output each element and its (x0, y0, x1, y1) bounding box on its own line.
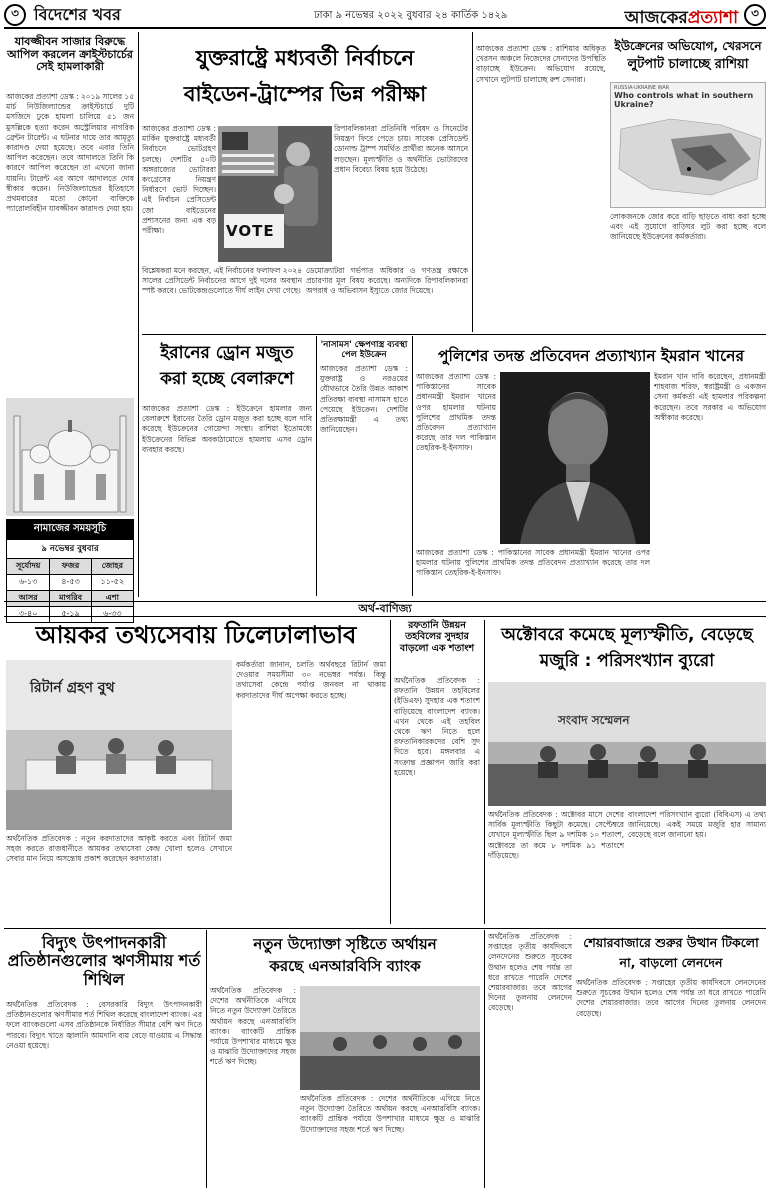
headline-tax: আয়কর তথ্যসেবায় ঢিলেঢালাভাব (35, 621, 357, 649)
story-power-loan: অর্থনৈতিক প্রতিবেদক : বেসরকারি বিদ্যুৎ উৎপাদনকারী প্রতিষ্ঠানগুলোর ঋণসীমার শর্ত শিথিল করেছে বাংলাদেশ ব্যাংক। এর ফলে ব্যাংকগুলো এসব প্রতিষ্ঠানকে নির্ধারিত সীমার বেশি ঋণ দিতে পারবে। বিদ্যুৎ খাতে জ্বালানি আমদানি ব্যয় বেড়ে যাওয়ায় এ সিদ্ধান্ত নেওয়া হয়েছে। (6, 1000, 202, 1050)
headline-nrbc-1: নতুন উদ্যোক্তা সৃষ্টিতে অর্থায়ন (253, 935, 437, 953)
imran-photo (500, 372, 650, 544)
story-imran-2: ইমরান খান দাবি করেছেন, প্রধানমন্ত্রী শাহবাজ শরিফ, স্বরাষ্ট্রমন্ত্রী ও একজন সেনা কর্মকর্তা এই হামলার পরিকল্পনা করেছেন। তবে সরকার এ অভিযোগ অস্বীকার করেছে। (654, 372, 766, 422)
map-subtitle: RUSSIA-UKRAINE WAR (614, 85, 670, 91)
story-midterm-3: বিশ্লেষকরা মনে করছেন, এই নির্বাচনের ফলাফল ২০২৪ সালের প্রেসিডেন্ট নির্বাচনের আগে দুই দলের অবস্থান স্পষ্ট করবে। ভোটকেন্দ্রগুলোতে দীর্ঘ লাইন দেখা গেছে। (142, 266, 302, 296)
vote-photo (218, 126, 332, 262)
prayer-label: জোহর (91, 559, 133, 575)
vote-sign: VOTE (226, 222, 275, 240)
tax-photo (6, 660, 232, 830)
booth-sign: রিটার্ন গ্রহণ বুথ (30, 680, 115, 696)
headline-nrbc-2: করছে এনআরবিসি ব্যাংক (269, 957, 421, 975)
story-midterm-4: ডেমোক্র্যাটরা গর্ভপাত অধিকার ও গণতন্ত্র রক্ষাকে প্রচারণার মূল বিষয় করেছে। অন্যদিকে রিপাবলিকানরা অপরাধ ও অভিবাসন ইস্যুতে জোর দিয়েছে। (306, 266, 468, 296)
mosque-photo (6, 398, 134, 516)
masthead-prefix: আজকের (624, 8, 688, 28)
prayer-time: ৬-৩৩ (91, 607, 133, 623)
headline-inflation-1: অক্টোবরে কমেছে মূল্যস্ফীতি, বেড়েছে (501, 625, 753, 645)
prayer-time: ১১-৫২ (91, 575, 133, 591)
prayer-time: ৪-৫৩ (50, 575, 91, 591)
prayer-time: ৩-৪০ (7, 607, 50, 623)
headline-power-loan: বিদ্যুৎ উৎপাদনকারী প্রতিষ্ঠানগুলোর ঋণসীমায় শর্ত শিথিল (7, 933, 201, 989)
story-tax-1: অর্থনৈতিক প্রতিবেদক : নতুন করদাতাদের আকৃষ্ট করতে এবং রিটার্ন জমা সহজ করতে রাজধানীতে আয়কর তথ্যসেবা কেন্দ্র খোলা হলেও সেখানে সেবার মান নিয়ে অসন্তোষ প্রকাশ করেছেন করদাতারা। (6, 834, 232, 864)
story-nrbc-1: অর্থনৈতিক প্রতিবেদক : দেশের অর্থনীতিকে এগিয়ে নিতে নতুন উদ্যোক্তা তৈরিতে অর্থায়ন করছে এনআরবিসি ব্যাংক। ব্যাংকটি প্রান্তিক পর্যায়ে উপশাখার মাধ্যমে ক্ষুদ্র ও মাঝারি উদ্যোক্তাদের সহজ শর্তে ঋণ দিচ্ছে। (210, 986, 296, 1067)
headline-midterm-2: বাইডেন-ট্রাম্পের ভিন্ন পরীক্ষা (183, 82, 427, 106)
masthead-accent: প্রত্যাশা (687, 8, 738, 28)
story-nasams: আজকের প্রত্যাশা ডেস্ক : যুক্তরাষ্ট্র ও নরওয়ের যৌথভাবে তৈরি উন্নত আকাশ প্রতিরক্ষা ব্যবস্থা নাসামস হাতে পেয়েছে ইউক্রেন। দেশটির প্রতিরক্ষামন্ত্রী এ তথ্য জানিয়েছেন। (320, 364, 408, 435)
column-rule (206, 930, 207, 1188)
headline-stock-1: শেয়ারবাজারে শুরুর উত্থান টিকলো (583, 935, 759, 950)
story-tax-2: কর্মকর্তারা জানান, চলতি অর্থবছরে রিটার্ন জমা দেওয়ার সময়সীমা ৩০ নভেম্বর পর্যন্ত। কিন্তু তথ্যসেবা কেন্দ্রে পর্যাপ্ত জনবল না থাকায় করদাতাদের দীর্ঘ অপেক্ষা করতে হচ্ছে। (236, 660, 386, 700)
press-conference-photo (488, 682, 766, 806)
map-title: Who controls what in southern Ukraine? (614, 91, 754, 109)
section-rule (142, 334, 766, 335)
column-rule (390, 620, 391, 924)
headline-imran: পুলিশের তদন্ত প্রতিবেদন প্রত্যাখ্যান ইমরান খানের (438, 347, 744, 365)
headline-edf: রফতানি উন্নয়ন তহবিলের সুদহার বাড়লো এক শতাংশ (399, 620, 475, 654)
story-inflation-1: অর্থনৈতিক প্রতিবেদক : অক্টোবর মাসে দেশের সার্বিক মূল্যস্ফীতি কিছুটা কমেছে। সেপ্টেম্বরে যেখানে মূল্যস্ফীতি ছিল ৯ দশমিক ১০ শতাংশ, অক্টোবরে তা কমে ৮ দশমিক ৯১ শতাংশে দাঁড়িয়েছে। (488, 810, 624, 860)
story-kherson-2: লোকজনকে জোর করে বাড়ি ছাড়তে বাধ্য করা হচ্ছে এবং এই সুযোগে বাড়িঘর লুট করা হচ্ছে বলে জানিয়েছে ইউক্রেনের কর্মকর্তারা। (610, 212, 766, 242)
headline-iran-drone-2: করা হচ্ছে বেলারুশে (160, 369, 294, 389)
section-title: বিদেশের খবর (34, 4, 121, 24)
story-inflation-2: বাংলাদেশ পরিসংখ্যান ব্যুরো (বিবিএস) এ তথ্য জানিয়েছে। একই সময়ে মজুরি হার সামান্য বেড়েছে বলে জানানো হয়। (628, 810, 766, 840)
story-midterm-1: আজকের প্রত্যাশা ডেস্ক : মার্কিন যুক্তরাষ্ট্রে মধ্যবর্তী নির্বাচনে ভোটগ্রহণ চলছে। দেশটির ৫০টি অঙ্গরাজ্যের ভোটাররা কংগ্রেসের নিয়ন্ত্রণ নির্ধারণে ভোট দিচ্ছেন। এই নির্বাচন প্রেসিডেন্ট জো বাইডেনের প্রশাসনের জন্য এক বড় পরীক্ষা। (142, 124, 216, 236)
page-number-right: ৩ (744, 4, 766, 26)
story-stock-2: অর্থনৈতিক প্রতিবেদক : সপ্তাহের তৃতীয় কার্যদিবসে লেনদেনের শুরুতে সূচকের উত্থান হলেও শেষ পর্যন্ত তা ধরে রাখতে পারেনি দেশের শেয়ারবাজার। তবে আগের দিনের তুলনায় লেনদেন বেড়েছে। (576, 978, 766, 1018)
story-kherson-1: আজকের প্রত্যাশা ডেস্ক : রাশিয়ার অধিকৃত খেরসন অঞ্চলে নিজেদের সেনাদের উপস্থিতি বাড়াচ্ছে ইউক্রেন। অভিযোগ রয়েছে, সেখানে লুটপাট চালাচ্ছে রুশ সেনারা। (476, 44, 606, 84)
headline-life-sentence: যাবজ্জীবন সাজার বিরুদ্ধে আপিল করলেন ক্রাইস্টচার্চের সেই হামলাকারী (7, 35, 133, 74)
story-midterm-2: রিপাবলিকানরা প্রতিনিধি পরিষদ ও সিনেটের নিয়ন্ত্রণ ফিরে পেতে চায়। সাবেক প্রেসিডেন্ট ডোনাল্ড ট্রাম্প সমর্থিত প্রার্থীরা অনেক আসনে লড়ছেন। মূল্যস্ফীতি ও অর্থনীতি ভোটারদের প্রধান বিবেচ্য বিষয় হয়ে উঠেছে। (334, 124, 468, 174)
prayer-time: ৫-১৯ (50, 607, 91, 623)
headline-kherson-1: ইউক্রেনের অভিযোগ, খেরসনে (614, 39, 762, 53)
column-rule (484, 930, 485, 1188)
column-rule (316, 336, 317, 596)
kherson-map (610, 82, 766, 208)
prayer-label: আসর (7, 591, 50, 607)
story-imran-3: আজকের প্রত্যাশা ডেস্ক : পাকিস্তানের সাবেক প্রধানমন্ত্রী ইমরান খানের ওপর হামলার ঘটনায় পুলিশের প্রাথমিক তদন্ত প্রতিবেদন প্রত্যাখ্যান করেছে তার দল পাকিস্তান তেহরিক-ই-ইনসাফ। (416, 548, 650, 578)
page-number: ৩ (4, 4, 26, 26)
prayer-date: ৯ নভেম্বর বুধবার (6, 540, 134, 558)
date-line: ঢাকা ৯ নভেম্বর ২০২২ বুধবার ২৪ কার্তিক ১৪২৯ (314, 10, 508, 21)
prayer-title: নামাজের সময়সূচি (6, 519, 134, 540)
prayer-time: ৬-১৩ (7, 575, 50, 591)
story-edf: অর্থনৈতিক প্রতিবেদক : রফতানি উন্নয়ন তহবিলের (ইডিএফ) সুদহার এক শতাংশ বাড়িয়েছে বাংলাদেশ ব্যাংক। এখন থেকে এই তহবিল থেকে ঋণ নিতে হলে রফতানিকারকদের বেশি সুদ দিতে হবে। মঙ্গলবার এ সংক্রান্ত প্রজ্ঞাপন জারি করা হয়েছে। (394, 676, 480, 777)
nrbc-photo (300, 986, 480, 1090)
section-rule (4, 928, 766, 929)
column-rule (484, 620, 485, 924)
column-rule (472, 32, 473, 332)
story-imran-1: আজকের প্রত্যাশা ডেস্ক : পাকিস্তানের সাবেক প্রধানমন্ত্রী ইমরান খানের ওপর হামলার ঘটনায় পুলিশের প্রাথমিক তদন্ত প্রতিবেদন প্রত্যাখ্যান করেছে তার দল পাকিস্তান তেহরিক-ই-ইনসাফ। (416, 372, 496, 453)
page-header (4, 3, 766, 29)
prayer-label: এশা (91, 591, 133, 607)
column-rule (138, 32, 139, 597)
story-stock-1: অর্থনৈতিক প্রতিবেদক : সপ্তাহের তৃতীয় কার্যদিবসে লেনদেনের শুরুতে সূচকের উত্থান হলেও শেষ পর্যন্ত তা ধরে রাখতে পারেনি দেশের শেয়ারবাজার। তবে আগের দিনের তুলনায় লেনদেন বেড়েছে। (488, 932, 572, 1013)
banner-text: সংবাদ সম্মেলন (558, 713, 630, 727)
story-nrbc-2: অর্থনৈতিক প্রতিবেদক : দেশের অর্থনীতিকে এগিয়ে নিতে নতুন উদ্যোক্তা তৈরিতে অর্থায়ন করছে এনআরবিসি ব্যাংক। ব্যাংকটি প্রান্তিক পর্যায়ে উপশাখার মাধ্যমে ক্ষুদ্র ও মাঝারি উদ্যোক্তাদের সহজ শর্তে ঋণ দিচ্ছে। (300, 1094, 480, 1134)
headline-stock-2: না, বাড়লো লেনদেন (619, 955, 723, 970)
column-rule (412, 336, 413, 596)
story-life-sentence: আজকের প্রত্যাশা ডেস্ক : ২০১৯ সালের ১৫ মার্চ নিউজিল্যান্ডের ক্রাইস্টচার্চে দুটি মসজিদে ঢুকে হামলা চালিয়ে ৫১ জন মুসল্লিকে হত্যা করেন অস্ট্রেলিয়ার নাগরিক ব্রেন্টন টারেন্ট। এ ঘটনার দায়ে তার আমৃত্যু কারাদণ্ড দেয়া হয়েছে। তবে এবার তিনি আপিল করেছেন। তবে আদালতে তিনি কি কারণে আপিল করেছেন তা এখনো জানা যায়নি। টারেন্ট এর আগে আদালতে দোষ স্বীকার করেন। নিউজিল্যান্ডের ইতিহাসে প্রথমবারের মতো কোনো ব্যক্তিকে প্যারোলবিহীন যাবজ্জীবন কারাদণ্ড দেয়া হয়। (6, 92, 134, 214)
prayer-label: ফজর (50, 559, 91, 575)
headline-iran-drone-1: ইরানের ড্রোন মজুত (160, 343, 294, 363)
masthead-logo (625, 5, 738, 33)
section-band-economy: অর্থ-বাণিজ্য (4, 601, 766, 617)
headline-nasams: 'নাসামস' ক্ষেপণাস্ত্র ব্যবস্থা পেল ইউক্রেন (320, 340, 408, 361)
prayer-label: মাগরিব (50, 591, 91, 607)
headline-kherson-2: লুটপাট চালাচ্ছে রাশিয়া (627, 57, 749, 72)
prayer-label: সূর্যোদয় (7, 559, 50, 575)
story-iran-drone: আজকের প্রত্যাশা ডেস্ক : ইউক্রেনে হামলার জন্য বেলারুশে ইরানের তৈরি ড্রোন মজুত করা হচ্ছে বলে দাবি করেছে ইউক্রেনের গোয়েন্দা সংস্থা। রাশিয়া ইতোমধ্যে ইউক্রেনের বিভিন্ন অবকাঠামোতে হামলায় এসব ড্রোন ব্যবহার করছে। (142, 404, 312, 454)
headline-midterm-1: যুক্তরাষ্ট্রে মধ্যবর্তী নির্বাচনে (195, 46, 415, 70)
headline-inflation-2: মজুরি : পরিসংখ্যান ব্যুরো (539, 651, 715, 671)
